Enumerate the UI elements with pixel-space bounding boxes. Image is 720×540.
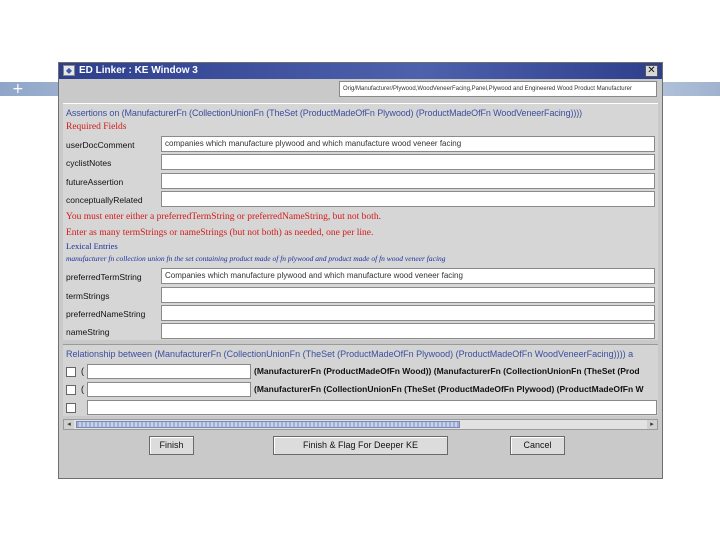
preferred-term-string-input[interactable]: Companies which manufacture plywood and which manufacture wood veneer facing: [161, 268, 655, 284]
window-title: ED Linker : KE Window 3: [79, 65, 198, 76]
scroll-thumb[interactable]: [76, 421, 460, 428]
finish-button[interactable]: Finish: [149, 436, 194, 455]
close-icon[interactable]: ✕: [645, 65, 658, 77]
required-fields-label: Required Fields: [66, 122, 127, 132]
window-icon: ◆: [63, 65, 75, 76]
relationship-input[interactable]: [87, 382, 251, 397]
relationship-paren: (: [81, 366, 84, 376]
finish-and-flag-button[interactable]: Finish & Flag For Deeper KE: [273, 436, 448, 455]
preferred-name-string-input[interactable]: [161, 305, 655, 321]
ke-window: [58, 62, 663, 479]
title-bar[interactable]: [59, 63, 662, 79]
relationship-text: (ManufacturerFn (ProductMadeOfFn Wood)) (ManufacturerFn (CollectionUnionFn (TheSet (Prod: [254, 366, 640, 376]
relationship-title: Relationship between (ManufacturerFn (CollectionUnionFn (TheSet (ProductMadeOfFn Plywood) (ProductMadeOfFn WoodVeneerFacing)))) a: [66, 349, 634, 359]
plus-icon: +: [12, 81, 24, 97]
field-label-conceptually-related: conceptuallyRelated: [66, 195, 143, 205]
cancel-button[interactable]: Cancel: [510, 436, 565, 455]
relationship-text: (ManufacturerFn (CollectionUnionFn (TheSet (ProductMadeOfFn Plywood) (ProductMadeOfFn W: [254, 384, 644, 394]
preferred-string-warning: You must enter either a preferredTermString or preferredNameString, but not both.: [66, 212, 381, 222]
relationship-checkbox[interactable]: [66, 367, 76, 377]
field-label-future-assertion: futureAssertion: [66, 177, 124, 187]
relationship-panel: [63, 344, 658, 416]
field-label-user-doc-comment: userDocComment: [66, 140, 135, 150]
cyclist-notes-input[interactable]: [161, 154, 655, 170]
concept-path-field[interactable]: Orig/Manufacturer/Plywood,WoodVeneerFacing,Panel,Plywood and Engineered Wood Product Manufacturer: [339, 81, 657, 97]
field-label-name-string: nameString: [66, 327, 110, 337]
relationship-new-input[interactable]: [87, 400, 657, 415]
lexical-description: manufacturer fn collection union fn the set containing product made of fn plywood and product made of fn wood veneer facing: [66, 254, 446, 263]
field-label-preferred-name-string: preferredNameString: [66, 309, 146, 319]
relationship-checkbox[interactable]: [66, 385, 76, 395]
scroll-right-icon[interactable]: ▸: [647, 420, 657, 429]
term-strings-warning: Enter as many termStrings or nameStrings (but not both) as needed, one per line.: [66, 228, 374, 238]
future-assertion-input[interactable]: [161, 173, 655, 189]
conceptually-related-input[interactable]: [161, 191, 655, 207]
lexical-entries-label: Lexical Entries: [66, 241, 118, 251]
assertions-panel: [63, 103, 658, 340]
field-label-cyclist-notes: cyclistNotes: [66, 158, 112, 168]
name-string-input[interactable]: [161, 323, 655, 339]
relationship-paren: (: [81, 384, 84, 394]
assertions-title: Assertions on (ManufacturerFn (CollectionUnionFn (TheSet (ProductMadeOfFn Plywood) (ProductMadeOfFn WoodVeneerFacing)))): [66, 108, 583, 118]
relationship-input[interactable]: [87, 364, 251, 379]
term-strings-input[interactable]: [161, 287, 655, 303]
field-label-term-strings: termStrings: [66, 291, 110, 301]
field-label-preferred-term-string: preferredTermString: [66, 272, 142, 282]
scroll-left-icon[interactable]: ◂: [64, 420, 74, 429]
relationship-checkbox[interactable]: [66, 403, 76, 413]
user-doc-comment-input[interactable]: companies which manufacture plywood and which manufacture wood veneer facing: [161, 136, 655, 152]
horizontal-scrollbar[interactable]: [63, 419, 658, 430]
